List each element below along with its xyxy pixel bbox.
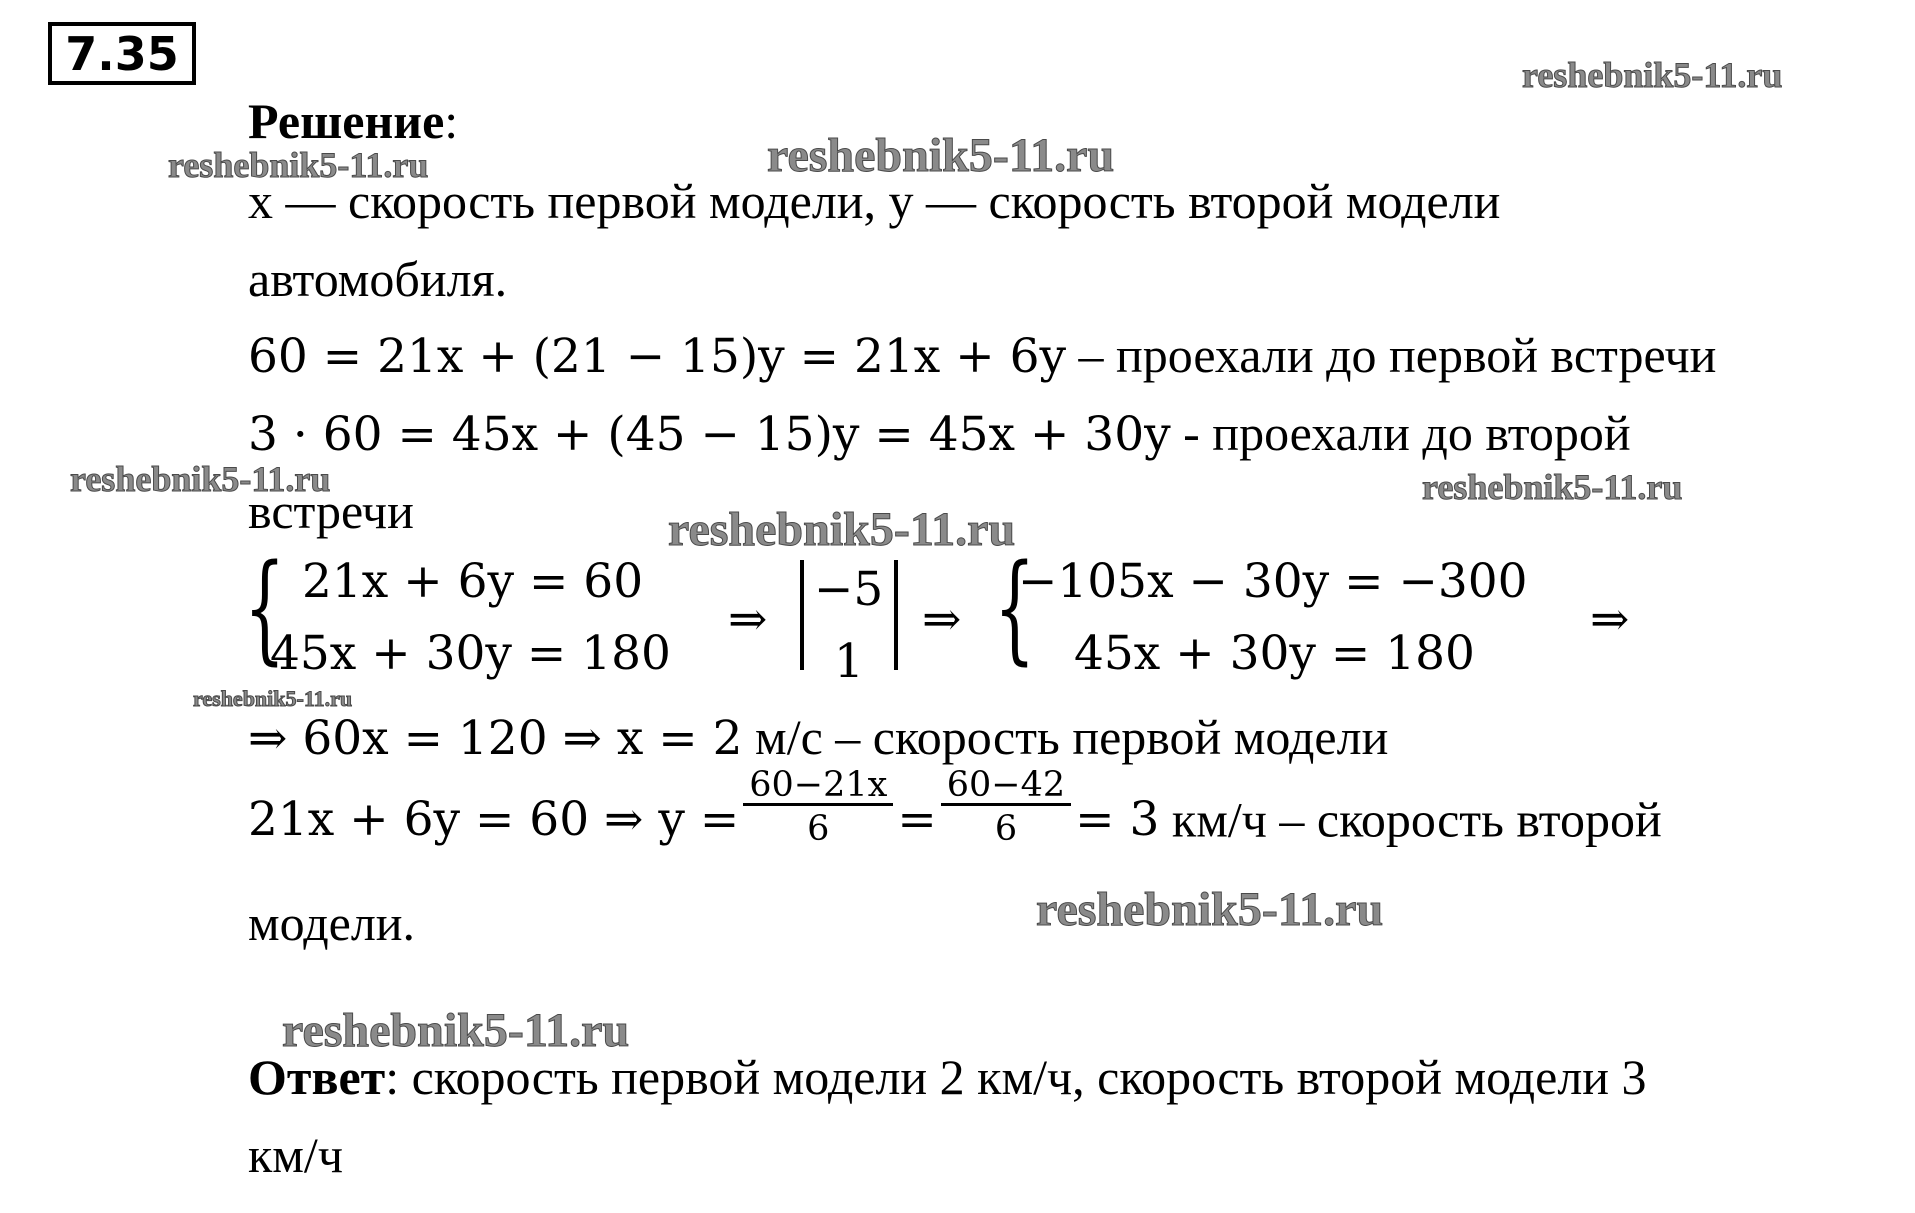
- fraction-2-denominator: 6: [941, 803, 1071, 847]
- y-result-rhs: = 3: [1075, 792, 1160, 847]
- first-meeting-equation: 60 = 21x + (21 − 15)y = 21x + 6y: [248, 329, 1067, 384]
- answer-text: : скорость первой модели 2 км/ч, скорость второй модели 3: [385, 1049, 1647, 1105]
- solution-heading-line: [248, 93, 459, 149]
- line-second-meeting: [248, 405, 1631, 462]
- implies-1: ⇒: [728, 592, 768, 647]
- implies-3: ⇒: [1590, 592, 1630, 647]
- system1-eq2: 45x + 30y = 180: [270, 626, 671, 681]
- line-first-meeting: [248, 327, 1717, 384]
- multiplier-bottom: 1: [834, 634, 864, 689]
- multiplier-bar-left: [800, 560, 804, 670]
- answer-line: [248, 1049, 1647, 1105]
- fraction-2: [941, 765, 1071, 849]
- second-meeting-text: - проехали до второй: [1170, 405, 1631, 461]
- watermark: reshebnik5-11.ru: [668, 503, 1016, 556]
- x-result-equation: ⇒ 60x = 120 ⇒ x = 2: [248, 711, 743, 766]
- line-y-result: [248, 765, 1662, 890]
- fraction-1: [743, 765, 893, 849]
- watermark: reshebnik5-11.ru: [282, 1004, 630, 1057]
- system2-eq1: −105x − 30y = −300: [1018, 554, 1528, 609]
- watermark: reshebnik5-11.ru: [767, 129, 1115, 182]
- x-result-text: – скорость первой модели: [822, 709, 1389, 765]
- watermark: reshebnik5-11.ru: [70, 459, 331, 499]
- x-result-unit: м/с: [742, 709, 823, 765]
- line-y-result-cont: модели.: [248, 895, 416, 951]
- first-meeting-text: – проехали до первой встречи: [1066, 327, 1717, 383]
- watermark: reshebnik5-11.ru: [193, 686, 353, 711]
- left-brace-1: {: [244, 538, 286, 676]
- y-result-text: км/ч – скорость второй: [1159, 791, 1662, 848]
- multiplier-bar-right: [894, 560, 898, 670]
- problem-number: 7.35: [65, 27, 179, 81]
- line-second-meeting-cont: встречи: [248, 483, 414, 539]
- watermark: reshebnik5-11.ru: [168, 145, 429, 185]
- line-x-result: [248, 709, 1389, 766]
- equals-sign: =: [897, 792, 937, 847]
- watermark: reshebnik5-11.ru: [1522, 55, 1783, 95]
- problem-number-box: [48, 22, 196, 85]
- fraction-2-numerator: 60−42: [946, 765, 1066, 805]
- system1-eq1: 21x + 6y = 60: [302, 554, 644, 609]
- multiplier-top: −5: [814, 562, 884, 617]
- fraction-1-denominator: 6: [743, 803, 893, 847]
- system2-eq2: 45x + 30y = 180: [1074, 626, 1475, 681]
- heading-colon: :: [444, 93, 459, 149]
- watermark: reshebnik5-11.ru: [1036, 883, 1384, 936]
- fraction-1-numerator: 60−21x: [749, 765, 888, 805]
- watermark: reshebnik5-11.ru: [1422, 467, 1683, 507]
- answer-heading: Ответ: [248, 1049, 386, 1105]
- second-meeting-equation: 3 · 60 = 45x + (45 − 15)y = 45x + 30y: [248, 407, 1171, 462]
- solution-heading: Решение: [248, 93, 445, 149]
- left-brace-2: {: [994, 538, 1036, 676]
- line-variables: x — скорость первой модели, y — скорость второй модели: [248, 173, 1501, 229]
- implies-2: ⇒: [922, 592, 962, 647]
- line-variables-cont: автомобиля.: [248, 251, 508, 307]
- answer-line-cont: км/ч: [248, 1127, 343, 1183]
- y-result-lhs: 21x + 6y = 60 ⇒ y =: [248, 792, 740, 847]
